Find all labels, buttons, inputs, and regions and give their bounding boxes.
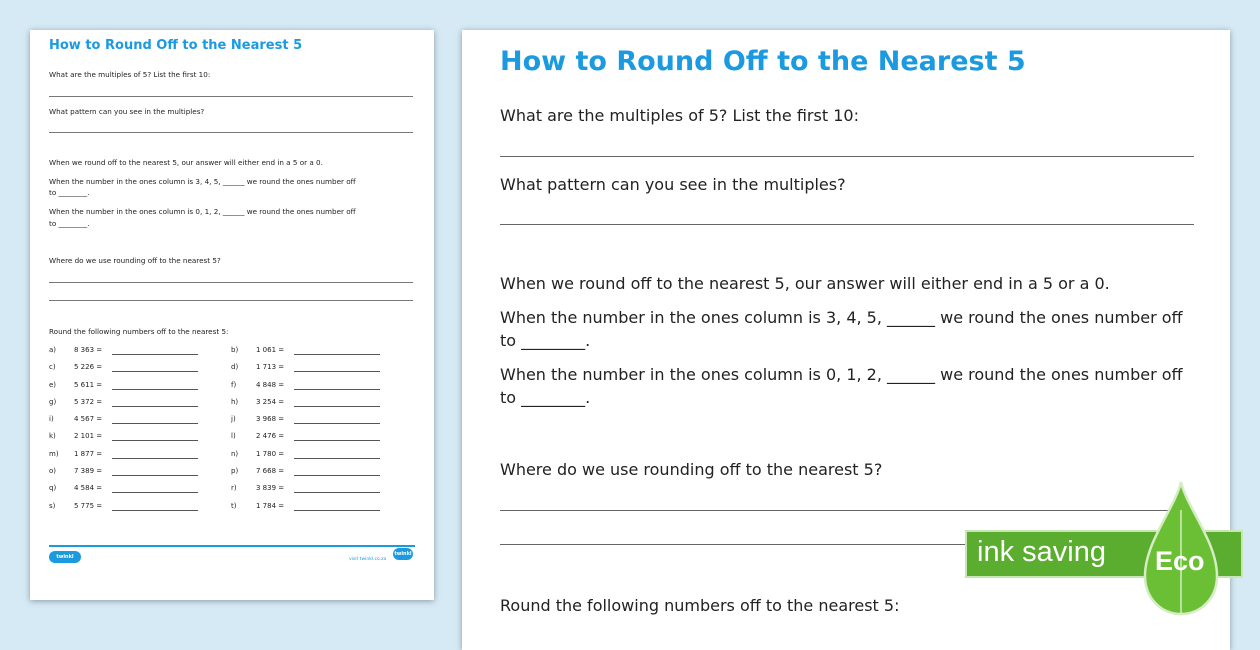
exercise-label: a) [49, 346, 57, 354]
zoom-q3: Where do we use rounding off to the nearest 5? [500, 460, 883, 479]
exercise-label: l) [231, 432, 236, 441]
exercise-row [49, 450, 413, 467]
twinkl-logo-right: twinkl [393, 548, 413, 560]
exercise-label: h) [231, 397, 239, 406]
zoom-answer-line [500, 224, 1194, 225]
exercise-item [49, 467, 231, 476]
zoom-q2: What pattern can you see in the multiples? [500, 175, 846, 194]
worksheet-thumbnail [30, 30, 434, 600]
exercise-answer-blank [112, 492, 198, 493]
twinkl-logo-left: twinkl [49, 551, 81, 563]
exercise-row [49, 381, 413, 398]
footer-bar [49, 545, 415, 547]
exercise-item [49, 363, 231, 372]
exercise-answer-blank [294, 354, 380, 355]
thumb-answer-line [49, 300, 413, 301]
thumb-rule2-a: When the number in the ones column is 0, 1, 2, ______ we round the ones number off [49, 207, 356, 216]
exercise-item [49, 450, 231, 459]
exercise-number: 5 611 = [74, 380, 103, 389]
exercise-answer-blank [294, 492, 380, 493]
thumb-answer-line [49, 132, 413, 133]
ink-saving-label: ink saving [977, 536, 1106, 568]
exercise-item [49, 415, 231, 424]
exercise-item [231, 450, 413, 459]
exercise-label: b) [231, 346, 239, 354]
thumb-answer-line [49, 282, 413, 283]
thumb-title: How to Round Off to the Nearest 5 [49, 38, 303, 53]
exercise-answer-blank [112, 458, 198, 459]
exercise-label: m) [49, 449, 59, 458]
exercise-answer-blank [294, 423, 380, 424]
exercise-grid [49, 346, 413, 519]
exercise-answer-blank [112, 389, 198, 390]
exercise-answer-blank [294, 458, 380, 459]
thumb-q2: What pattern can you see in the multiples? [49, 107, 205, 116]
exercise-label: t) [231, 501, 237, 510]
exercise-label: c) [49, 363, 56, 372]
exercise-label: k) [49, 432, 56, 441]
exercise-label: p) [231, 467, 239, 476]
exercise-item [49, 484, 231, 493]
exercise-answer-blank [112, 371, 198, 372]
exercise-answer-blank [294, 440, 380, 441]
exercise-number: 1 713 = [256, 363, 285, 372]
thumb-q3: Where do we use rounding off to the nearest 5? [49, 256, 221, 265]
exercise-item [49, 502, 231, 511]
exercise-answer-blank [294, 510, 380, 511]
exercise-row [49, 432, 413, 449]
exercise-item [231, 432, 413, 441]
exercise-row [49, 502, 413, 519]
exercise-item [49, 346, 231, 355]
exercise-number: 8 363 = [74, 346, 103, 354]
exercise-number: 4 567 = [74, 415, 103, 424]
exercise-number: 5 226 = [74, 363, 103, 372]
exercise-number: 1 061 = [256, 346, 285, 354]
thumb-rule1-b: to ________. [49, 188, 90, 197]
exercise-number: 3 968 = [256, 415, 285, 424]
thumb-rule2-b: to ________. [49, 219, 90, 228]
exercise-answer-blank [294, 475, 380, 476]
exercise-item [231, 502, 413, 511]
exercise-answer-blank [294, 406, 380, 407]
thumb-round-prompt: Round the following numbers off to the nearest 5: [49, 327, 229, 336]
exercise-item [49, 381, 231, 390]
exercise-number: 1 877 = [74, 449, 103, 458]
ink-saving-eco-badge [965, 480, 1247, 630]
zoom-rule1-a: When the number in the ones column is 3, 4, 5, ______ we round the ones number off [500, 308, 1183, 327]
exercise-answer-blank [112, 440, 198, 441]
exercise-number: 5 372 = [74, 397, 103, 406]
zoom-title: How to Round Off to the Nearest 5 [500, 46, 1026, 77]
thumb-q1: What are the multiples of 5? List the first 10: [49, 70, 211, 79]
exercise-label: e) [49, 380, 57, 389]
exercise-number: 4 584 = [74, 484, 103, 493]
zoom-rule2-b: to ________. [500, 388, 591, 407]
exercise-item [49, 432, 231, 441]
exercise-answer-blank [294, 371, 380, 372]
exercise-row [49, 398, 413, 415]
exercise-item [49, 398, 231, 407]
exercise-number: 5 775 = [74, 501, 103, 510]
zoom-round-prompt: Round the following numbers off to the nearest 5: [500, 596, 900, 615]
thumb-answer-line [49, 96, 413, 97]
zoom-statement: When we round off to the nearest 5, our answer will either end in a 5 or a 0. [500, 274, 1110, 293]
exercise-number: 7 668 = [256, 467, 285, 476]
exercise-answer-blank [112, 406, 198, 407]
exercise-row [49, 467, 413, 484]
exercise-number: 3 839 = [256, 484, 285, 493]
exercise-answer-blank [294, 389, 380, 390]
zoom-rule1-b: to ________. [500, 331, 591, 350]
exercise-number: 2 476 = [256, 432, 285, 441]
exercise-label: o) [49, 467, 57, 476]
exercise-label: j) [231, 415, 236, 424]
exercise-item [231, 346, 413, 355]
exercise-number: 4 848 = [256, 380, 285, 389]
exercise-row [49, 363, 413, 380]
exercise-row [49, 484, 413, 501]
thumb-statement: When we round off to the nearest 5, our answer will either end in a 5 or a 0. [49, 158, 323, 167]
exercise-label: f) [231, 380, 237, 389]
exercise-item [231, 381, 413, 390]
exercise-number: 7 389 = [74, 467, 103, 476]
exercise-label: g) [49, 397, 57, 406]
exercise-number: 3 254 = [256, 397, 285, 406]
exercise-label: s) [49, 501, 56, 510]
exercise-answer-blank [112, 354, 198, 355]
exercise-answer-blank [112, 475, 198, 476]
eco-label: Eco [1155, 546, 1205, 576]
exercise-number: 1 780 = [256, 449, 285, 458]
footer-visit-text: visit twinkl.co.za [349, 557, 387, 562]
exercise-row [49, 346, 413, 363]
exercise-item [231, 484, 413, 493]
thumb-rule1-a: When the number in the ones column is 3, 4, 5, ______ we round the ones number off [49, 177, 356, 186]
zoom-q1: What are the multiples of 5? List the first 10: [500, 106, 859, 125]
exercise-item [231, 467, 413, 476]
exercise-answer-blank [112, 423, 198, 424]
exercise-row [49, 415, 413, 432]
zoom-rule2-a: When the number in the ones column is 0, 1, 2, ______ we round the ones number off [500, 365, 1183, 384]
exercise-number: 2 101 = [74, 432, 103, 441]
exercise-item [231, 398, 413, 407]
exercise-label: d) [231, 363, 239, 372]
exercise-item [231, 363, 413, 372]
exercise-answer-blank [112, 510, 198, 511]
exercise-number: 1 784 = [256, 501, 285, 510]
exercise-label: n) [231, 449, 239, 458]
exercise-item [231, 415, 413, 424]
exercise-label: r) [231, 484, 237, 493]
zoom-answer-line [500, 156, 1194, 157]
exercise-label: q) [49, 484, 57, 493]
exercise-label: i) [49, 415, 54, 424]
